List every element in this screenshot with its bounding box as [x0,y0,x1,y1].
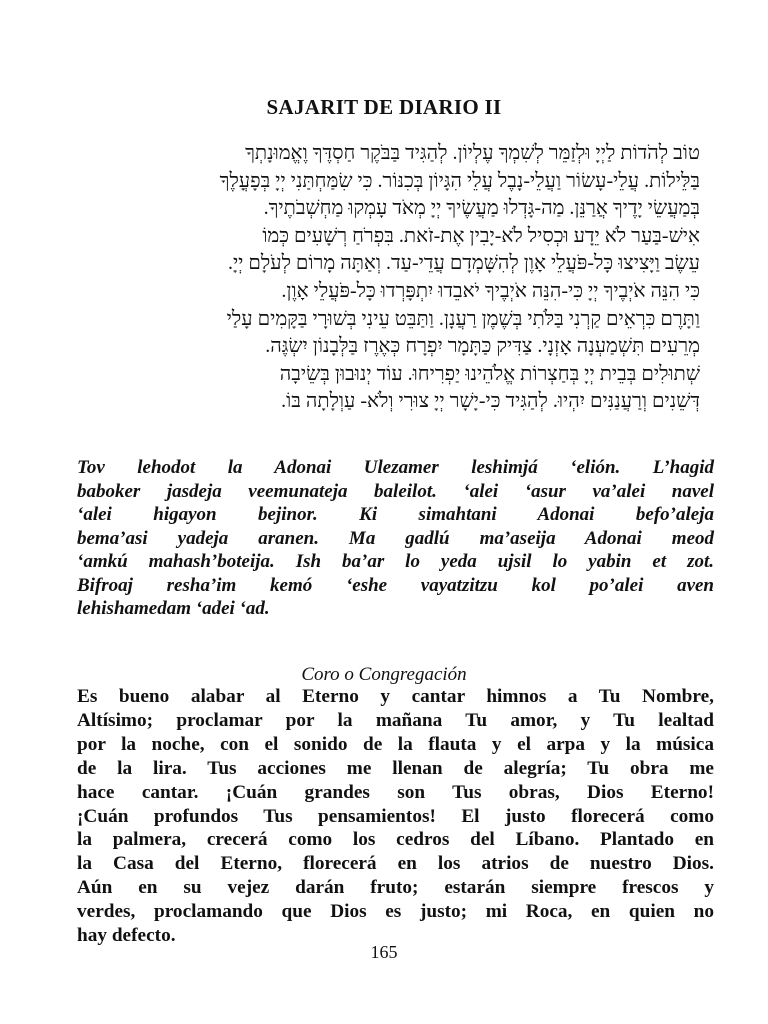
translation-line: Aún en su vejez darán fruto; estarán siempre frescos y [77,877,714,899]
translation-line: hace cantar. ¡Cuán grandes son Tus obras, Dios Eterno! [77,781,714,803]
transliteration-line: Tov lehodot la Adonai Ulezamer leshimjá ‘elión. L’hagid [77,457,714,478]
hebrew-line: טוֹב לְהֹדוֹת לַיְיָ וּלְזַמֵּר לְשִׁמְךָ עֶלְיוֹן. לְהַגִּיד בַּבֹּקֶר חַסְדֶּךָ וֶאֱמוּנָתְךָ [245,142,700,164]
translation-line: por la noche, con el sonido de la flauta y el arpa y la música [77,733,714,755]
transliteration-paragraph [77,456,714,621]
translation-line: Altísimo; proclamar por la mañana Tu amor, y Tu lealtad [77,709,714,731]
translation-line: Es bueno alabar al Eterno y cantar himnos a Tu Nombre, [77,686,714,707]
hebrew-line: אִישׁ-בַּעַר לֹא יֵדָע וּכְסִיל לֹא-יָבִין אֶת-זֹאת. בִּפְרֹחַ רְשָׁעִים כְּמוֹ [262,224,700,247]
transliteration-line: ‘alei higayon bejinor. Ki simahtani Adonai befo’aleja [77,504,714,525]
hebrew-line: כִּי הִנֵּה אֹיְבֶיךָ יְיָ כִּי-הִנֵּה אֹיְבֶיךָ יֹאבֵדוּ יִתְפָּרְדוּ כָּל-פֹּעֲלֵי אָוֶן. [281,279,700,302]
transliteration-line: lehishamedam ‘adei ‘ad. [77,598,270,619]
hebrew-prayer-text [76,140,700,416]
hebrew-line: שְׁתוּלִים בְּבֵית יְיָ בְּחַצְרוֹת אֱלֹהֵינוּ יַפְרִיחוּ. עוֹד יְנוּבוּן בְּשֵׂיבָה [279,362,700,385]
translation-line: ¡Cuán profundos Tus pensamientos! El justo florecerá como [77,805,714,827]
hebrew-line: דְּשֵׁנִים וְרַעֲנַנִּים יִהְיוּ. לְהַגִּיד כִּי-יָשָׁר יְיָ צוּרִי וְלֹא- עַוְלָתָה בּוֹ. [281,390,700,413]
transliteration-line: ‘amkú mahash’boteija. Ish ba’ar lo yeda ujsil lo yabin et zot. [77,551,714,572]
translation-line: de la lira. Tus acciones me llenan de alegría; Tu obra me [77,757,714,779]
translation-line: la Casa del Eterno, florecerá en los atrios de nuestro Dios. [77,853,714,875]
hebrew-line: מְרֵעִים תִּשְׁמַעְנָה אָזְנָי. צַדִּיק כַּתָּמָר יִפְרָח כְּאֶרֶז בַּלְּבָנוֹן יִשְׂגֶּה. [265,335,700,358]
page-number: 165 [370,942,398,962]
translation-line: la palmera, crecerá como los cedros del Líbano. Plantado en [77,829,714,851]
transliteration-line: Bifroaj resha’im kemó ‘eshe vayatzitzu kol po’alei aven [77,574,714,596]
section-heading: Coro o Congregación [301,664,467,685]
spanish-translation-paragraph [77,685,714,948]
hebrew-line: בְּמַעֲשֵׂי יָדֶיךָ אֲרַנֵּן. מַה-גָּדְלוּ מַעֲשֶׂיךָ יְיָ מְאֹד עָמְקוּ מַחְשְׁבֹתֶיךָ. [263,197,700,220]
page-title: SAJARIT DE DIARIO II [266,95,502,119]
hebrew-line: עֵשֶׂב וַיָּצִיצוּ כָּל-פֹּעֲלֵי אָוֶן לְהִשָּׁמְדָם עֲדֵי-עַד. וְאַתָּה מָרוֹם לְעֹלָם יְיָ. [227,252,700,275]
hebrew-line: וַתָּרֶם כִּרְאֵים קַרְנִי בַּלֹּתִי בְּשֶׁמֶן רַעֲנָן. וַתַּבֵּט עֵינִי בְּשׁוּרָי בַּקָּמִים עָלַי [226,307,700,330]
translation-line: hay defecto. [77,925,176,947]
translation-line: verdes, proclamando que Dios es justo; mi Roca, en quien no [77,901,714,923]
transliteration-line: bema’asi yadeja aranen. Ma gadlú ma’aseija Adonai meod [77,527,714,549]
hebrew-line: בַּלֵּילוֹת. עֲלֵי-עָשׂוֹר וַעֲלֵי-נָבֶל עֲלֵי הִגָּיוֹן בְּכִנּוֹר. כִּי שִׂמַּחְתַּנִי יְיָ בְּפָעֳלֶךָ [219,169,700,192]
transliteration-line: baboker jasdeja veemunateja baleilot. ‘alei ‘asur va’alei navel [77,480,714,502]
